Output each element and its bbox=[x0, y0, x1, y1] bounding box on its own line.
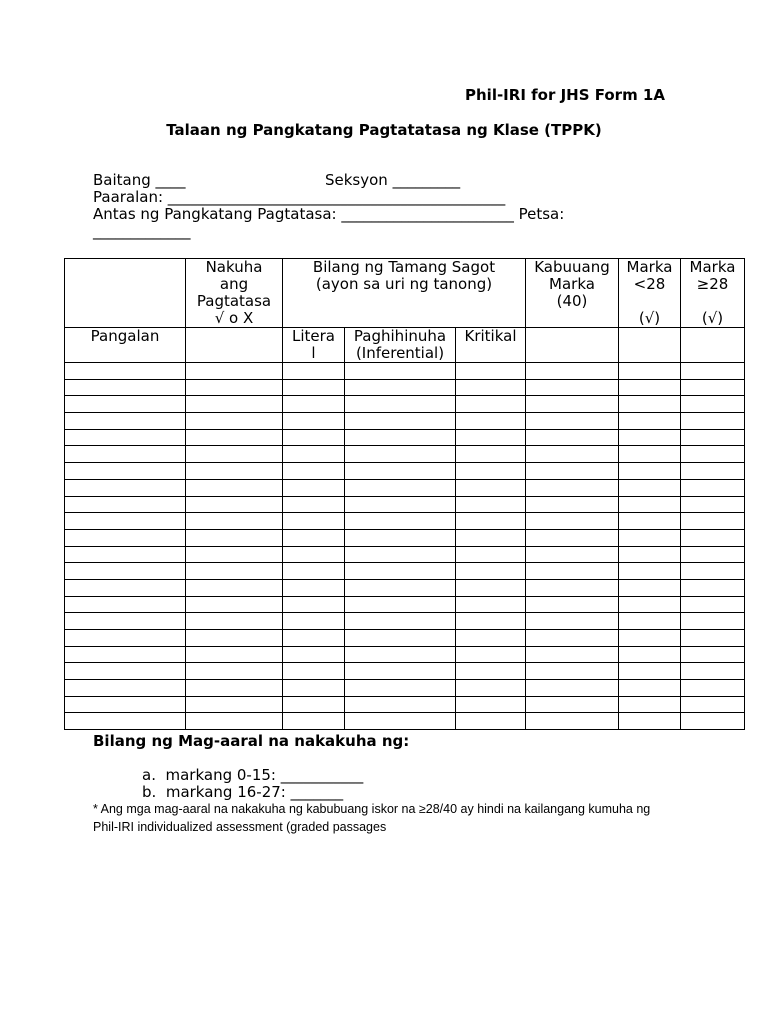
table-cell bbox=[619, 546, 681, 563]
paghihinuha-header: Paghihinuha (Inferential) bbox=[345, 328, 456, 363]
item-a: a. markang 0-15: ___________ bbox=[142, 766, 364, 784]
table-cell bbox=[345, 563, 456, 580]
table-row bbox=[65, 596, 745, 613]
table-cell bbox=[283, 563, 345, 580]
table-row bbox=[65, 496, 745, 513]
table-cell bbox=[619, 429, 681, 446]
table-cell bbox=[283, 429, 345, 446]
table-cell bbox=[526, 680, 619, 697]
table-cell bbox=[526, 496, 619, 513]
table-cell bbox=[65, 680, 186, 697]
table-cell bbox=[526, 696, 619, 713]
table-cell bbox=[456, 396, 526, 413]
table-cell bbox=[345, 413, 456, 430]
table-cell bbox=[456, 529, 526, 546]
table-cell bbox=[526, 663, 619, 680]
kabuuang-header: Kabuuang Marka (40) bbox=[526, 259, 619, 328]
empty-header-cell bbox=[681, 328, 745, 363]
table-cell bbox=[345, 379, 456, 396]
table-cell bbox=[619, 463, 681, 480]
header-row-1 bbox=[65, 259, 745, 328]
table-cell bbox=[345, 579, 456, 596]
table-cell bbox=[456, 646, 526, 663]
table-cell bbox=[681, 529, 745, 546]
table-cell bbox=[186, 579, 283, 596]
table-cell bbox=[345, 446, 456, 463]
table-row bbox=[65, 529, 745, 546]
table-row bbox=[65, 680, 745, 697]
table-cell bbox=[283, 446, 345, 463]
table-cell bbox=[526, 529, 619, 546]
table-cell bbox=[619, 579, 681, 596]
table-cell bbox=[65, 446, 186, 463]
pangalan-header: Pangalan bbox=[65, 328, 186, 363]
literal-header: Litera l bbox=[283, 328, 345, 363]
table-cell bbox=[456, 429, 526, 446]
table-cell bbox=[65, 563, 186, 580]
petsa-blank: _____________ bbox=[93, 222, 191, 240]
table-cell bbox=[681, 596, 745, 613]
table-cell bbox=[283, 379, 345, 396]
nakuha-header: Nakuha ang Pagtatasa √ o X bbox=[186, 259, 283, 328]
table-cell bbox=[283, 529, 345, 546]
empty-header-cell bbox=[619, 328, 681, 363]
table-cell bbox=[681, 513, 745, 530]
table-cell bbox=[681, 646, 745, 663]
table-row bbox=[65, 546, 745, 563]
table-cell bbox=[283, 513, 345, 530]
table-cell bbox=[186, 563, 283, 580]
table-row bbox=[65, 579, 745, 596]
table-cell bbox=[65, 513, 186, 530]
table-cell bbox=[283, 396, 345, 413]
table-cell bbox=[345, 479, 456, 496]
table-cell bbox=[345, 646, 456, 663]
table-cell bbox=[681, 446, 745, 463]
table-cell bbox=[345, 513, 456, 530]
marka-lt-header: Marka <28 (√) bbox=[619, 259, 681, 328]
table-cell bbox=[619, 396, 681, 413]
table-row bbox=[65, 363, 745, 380]
table-cell bbox=[681, 563, 745, 580]
table-cell bbox=[681, 696, 745, 713]
table-cell bbox=[65, 646, 186, 663]
form-id: Phil-IRI for JHS Form 1A bbox=[465, 86, 665, 104]
tppk-table bbox=[64, 258, 745, 730]
table-cell bbox=[619, 529, 681, 546]
table-cell bbox=[526, 646, 619, 663]
table-cell bbox=[681, 630, 745, 647]
table-cell bbox=[619, 413, 681, 430]
table-cell bbox=[456, 363, 526, 380]
header-row-2 bbox=[65, 328, 745, 363]
table-cell bbox=[65, 713, 186, 730]
table-cell bbox=[65, 479, 186, 496]
table-cell bbox=[283, 546, 345, 563]
table-cell bbox=[186, 613, 283, 630]
paaralan-field: Paaralan: _____________________________________________ bbox=[93, 188, 506, 206]
table-cell bbox=[186, 396, 283, 413]
table-row bbox=[65, 446, 745, 463]
table-cell bbox=[186, 596, 283, 613]
table-cell bbox=[619, 663, 681, 680]
table-cell bbox=[526, 446, 619, 463]
table-cell bbox=[283, 646, 345, 663]
table-cell bbox=[456, 630, 526, 647]
table-cell bbox=[186, 379, 283, 396]
empty-header-cell bbox=[526, 328, 619, 363]
table-cell bbox=[526, 429, 619, 446]
table-cell bbox=[186, 496, 283, 513]
empty-header-cell bbox=[65, 259, 186, 328]
table-row bbox=[65, 396, 745, 413]
table-cell bbox=[345, 429, 456, 446]
table-cell bbox=[456, 463, 526, 480]
table-cell bbox=[619, 613, 681, 630]
marka-ge-header: Marka ≥28 (√) bbox=[681, 259, 745, 328]
table-cell bbox=[526, 413, 619, 430]
table-cell bbox=[526, 563, 619, 580]
table-cell bbox=[345, 613, 456, 630]
table-cell bbox=[345, 663, 456, 680]
table-cell bbox=[186, 513, 283, 530]
seksyon-field: Seksyon _________ bbox=[325, 171, 461, 189]
footnote: * Ang mga mag-aaral na nakakuha ng kabubuang iskor na ≥28/40 ay hindi na kailangang kumuha ng Phil-IRI individualized assessment (graded passages bbox=[93, 802, 651, 834]
table-cell bbox=[65, 696, 186, 713]
table-row bbox=[65, 379, 745, 396]
table-cell bbox=[681, 363, 745, 380]
table-cell bbox=[526, 479, 619, 496]
table-cell bbox=[283, 663, 345, 680]
table-cell bbox=[65, 429, 186, 446]
table-cell bbox=[65, 613, 186, 630]
table-cell bbox=[65, 596, 186, 613]
table-row bbox=[65, 429, 745, 446]
table-cell bbox=[526, 613, 619, 630]
table-cell bbox=[65, 413, 186, 430]
table-row bbox=[65, 646, 745, 663]
table-cell bbox=[619, 513, 681, 530]
item-b: b. markang 16-27: _______ bbox=[142, 783, 344, 801]
table-cell bbox=[283, 680, 345, 697]
table-cell bbox=[65, 363, 186, 380]
table-cell bbox=[619, 713, 681, 730]
table-cell bbox=[345, 713, 456, 730]
table-cell bbox=[526, 396, 619, 413]
table-cell bbox=[65, 630, 186, 647]
table-cell bbox=[283, 463, 345, 480]
table-cell bbox=[345, 680, 456, 697]
table-cell bbox=[186, 479, 283, 496]
table-cell bbox=[186, 646, 283, 663]
table-cell bbox=[345, 363, 456, 380]
table-cell bbox=[283, 596, 345, 613]
table-cell bbox=[345, 630, 456, 647]
table-cell bbox=[456, 446, 526, 463]
table-cell bbox=[456, 513, 526, 530]
table-cell bbox=[283, 713, 345, 730]
table-cell bbox=[186, 363, 283, 380]
table-cell bbox=[186, 463, 283, 480]
table-cell bbox=[619, 496, 681, 513]
table-cell bbox=[456, 696, 526, 713]
table-cell bbox=[456, 379, 526, 396]
table-cell bbox=[456, 563, 526, 580]
table-cell bbox=[526, 713, 619, 730]
table-cell bbox=[681, 546, 745, 563]
table-cell bbox=[619, 479, 681, 496]
table-row bbox=[65, 463, 745, 480]
table-cell bbox=[283, 613, 345, 630]
table-cell bbox=[526, 513, 619, 530]
table-cell bbox=[186, 680, 283, 697]
table-cell bbox=[526, 630, 619, 647]
table-cell bbox=[186, 696, 283, 713]
table-cell bbox=[65, 663, 186, 680]
table-cell bbox=[619, 596, 681, 613]
table-cell bbox=[283, 579, 345, 596]
table-cell bbox=[456, 680, 526, 697]
table-cell bbox=[456, 496, 526, 513]
table-cell bbox=[456, 663, 526, 680]
table-cell bbox=[283, 696, 345, 713]
table-row bbox=[65, 713, 745, 730]
table-cell bbox=[65, 396, 186, 413]
table-cell bbox=[681, 463, 745, 480]
table-cell bbox=[681, 396, 745, 413]
table-row bbox=[65, 630, 745, 647]
page-title: Talaan ng Pangkatang Pagtatatasa ng Klase (TPPK) bbox=[166, 121, 602, 139]
bilang-title: Bilang ng Mag-aaral na nakakuha ng: bbox=[93, 732, 410, 750]
table-cell bbox=[186, 429, 283, 446]
table-cell bbox=[681, 713, 745, 730]
table-cell bbox=[186, 546, 283, 563]
antas-petsa-field: Antas ng Pangkatang Pagtatasa: _______________________ Petsa: bbox=[93, 205, 565, 223]
table-cell bbox=[681, 663, 745, 680]
table-row bbox=[65, 479, 745, 496]
table-cell bbox=[65, 463, 186, 480]
table-row bbox=[65, 413, 745, 430]
table-cell bbox=[619, 379, 681, 396]
table-cell bbox=[345, 596, 456, 613]
table-cell bbox=[65, 496, 186, 513]
table-cell bbox=[345, 463, 456, 480]
table-cell bbox=[345, 696, 456, 713]
table-cell bbox=[456, 613, 526, 630]
table-cell bbox=[619, 446, 681, 463]
table-cell bbox=[681, 579, 745, 596]
blank-rows bbox=[65, 363, 745, 730]
table-cell bbox=[681, 479, 745, 496]
empty-header-cell bbox=[186, 328, 283, 363]
table-cell bbox=[619, 646, 681, 663]
table-cell bbox=[186, 663, 283, 680]
table-cell bbox=[526, 596, 619, 613]
table-cell bbox=[526, 379, 619, 396]
table-cell bbox=[345, 396, 456, 413]
table-row bbox=[65, 563, 745, 580]
table-cell bbox=[345, 546, 456, 563]
table-cell bbox=[456, 579, 526, 596]
table-row bbox=[65, 513, 745, 530]
table-cell bbox=[681, 413, 745, 430]
table-cell bbox=[681, 496, 745, 513]
table-cell bbox=[526, 546, 619, 563]
table-cell bbox=[456, 546, 526, 563]
table-cell bbox=[619, 630, 681, 647]
bilang-header: Bilang ng Tamang Sagot (ayon sa uri ng tanong) bbox=[283, 259, 526, 328]
table-cell bbox=[681, 429, 745, 446]
table-cell bbox=[283, 630, 345, 647]
table-cell bbox=[186, 713, 283, 730]
table-cell bbox=[186, 446, 283, 463]
table-cell bbox=[283, 496, 345, 513]
table-cell bbox=[681, 680, 745, 697]
table-cell bbox=[619, 563, 681, 580]
table-cell bbox=[619, 696, 681, 713]
table-cell bbox=[65, 529, 186, 546]
table-cell bbox=[65, 546, 186, 563]
table-cell bbox=[619, 363, 681, 380]
table-cell bbox=[526, 463, 619, 480]
table-row bbox=[65, 613, 745, 630]
table-cell bbox=[456, 413, 526, 430]
table-cell bbox=[65, 379, 186, 396]
table-cell bbox=[681, 379, 745, 396]
table-cell bbox=[681, 613, 745, 630]
table-cell bbox=[283, 363, 345, 380]
table-cell bbox=[456, 713, 526, 730]
table-cell bbox=[619, 680, 681, 697]
table-cell bbox=[526, 579, 619, 596]
table-cell bbox=[456, 596, 526, 613]
table-row bbox=[65, 663, 745, 680]
table-cell bbox=[526, 363, 619, 380]
table-cell bbox=[186, 413, 283, 430]
kritikal-header: Kritikal bbox=[456, 328, 526, 363]
table-cell bbox=[456, 479, 526, 496]
table-cell bbox=[283, 413, 345, 430]
table-cell bbox=[283, 479, 345, 496]
table-cell bbox=[345, 529, 456, 546]
baitang-field: Baitang ____ bbox=[93, 171, 186, 189]
table-cell bbox=[186, 529, 283, 546]
table-cell bbox=[345, 496, 456, 513]
table-cell bbox=[186, 630, 283, 647]
table-cell bbox=[65, 579, 186, 596]
table-row bbox=[65, 696, 745, 713]
